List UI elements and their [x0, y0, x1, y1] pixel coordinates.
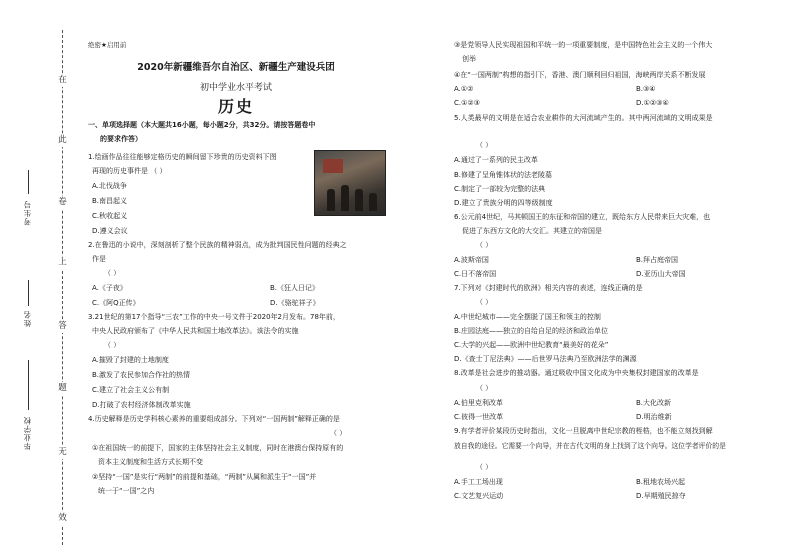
- field-line: [28, 170, 29, 194]
- option: C.《阿Q正传》: [92, 299, 140, 307]
- answer-bracket: （ ）: [104, 269, 121, 277]
- question-text: 3.21世纪的第17个指导“三农”工作的中央一号文件于2020年2月发布。78年前，: [88, 313, 340, 321]
- option: C.建立了社会主义公有制: [92, 386, 170, 394]
- question-1-painting: [314, 150, 386, 216]
- option: D.打破了农村经济体制改革实施: [92, 401, 191, 409]
- option: C.秋收起义: [92, 212, 128, 220]
- statement: 创举: [462, 55, 476, 63]
- answer-bracket: （ ）: [104, 341, 121, 349]
- option: C.彼得一世改革: [454, 413, 504, 421]
- option: B.南昌起义: [92, 197, 128, 205]
- option: D.《骆驼祥子》: [270, 299, 320, 307]
- question-text: 7.下列对《封建时代的欧洲》相关内容的表述，连线正确的是: [454, 284, 643, 292]
- option: A.波斯帝国: [454, 256, 489, 264]
- statement: 资本主义制度和生活方式长期不变: [98, 458, 203, 466]
- field-line: [28, 280, 29, 306]
- option: B.租地农场兴起: [636, 478, 686, 486]
- question-text: 促进了东西方文化的大交汇。其建立的帝国是: [462, 227, 602, 235]
- option: A.中世纪城市——完全摆脱了国王和领主的控制: [454, 313, 601, 321]
- option: B.《狂人日记》: [270, 284, 320, 292]
- question-text: 9.有学者评价某段历史时指出，文化一旦脱离中世纪宗教的桎梏，也不能立刻找到解: [454, 427, 713, 435]
- option: B.庄园法庭——独立的自给自足的经济和政治单位: [454, 327, 609, 335]
- answer-bracket: （ ）: [476, 241, 493, 249]
- question-text: 5.人类最早的文明是在适合农业耕作的大河流域产生的。其中两河流域的文明成果是: [454, 114, 713, 122]
- option: A.北伐战争: [92, 182, 127, 190]
- field-name: 姓名: [23, 310, 32, 327]
- question-text: 1.绘画作品往往能够定格历史的瞬间留下珍贵的历史资料下图: [88, 153, 277, 161]
- question-text: 再现的历史事件是 （ ）: [92, 167, 167, 175]
- answer-bracket: （ ）: [476, 384, 493, 392]
- statement: ①在祖国统一的前提下，国家的主体坚持社会主义制度，同时在港澳台保持原有的: [92, 444, 344, 452]
- option: A.摧毁了封建的土地制度: [92, 356, 169, 364]
- seal-char: 无: [56, 446, 69, 459]
- option: A.通过了一系列的民主改革: [454, 156, 538, 164]
- question-text: 放自我的途径。它需要一个向导，并在古代文明的身上找到了这个向导。这位学者评价的是: [454, 442, 726, 450]
- option: D.遵义会议: [92, 227, 128, 235]
- option: C.文艺复兴运动: [454, 492, 504, 500]
- seal-char: 此: [56, 134, 69, 147]
- statement: ③是党领导人民实现祖国和平统一的一项重要制度，是中国特色社会主义的一个伟大: [454, 41, 713, 49]
- question-text: 8.改革是社会进步的推动器。通过吸收中国文化成为中央集权封建国家的改革是: [454, 369, 699, 377]
- question-text: 6.公元前4世纪，马其顿国王的东征和帝国的建立，既给东方人民带来巨大灾难，也: [454, 213, 711, 221]
- answer-bracket: （ ）: [476, 298, 493, 306]
- option: D.建立了贵族分明的四等级制度: [454, 199, 553, 207]
- field-exam-number: 考生号: [23, 200, 32, 226]
- option: A.①②: [454, 85, 474, 93]
- option: D.亚历山大帝国: [636, 270, 686, 278]
- option: C.制定了一部较为完整的法典: [454, 185, 546, 193]
- seal-char: 上: [56, 256, 69, 269]
- option: A.手工工场出现: [454, 478, 503, 486]
- option: C.大学的兴起——欧洲中世纪教育“最美好的花朵”: [454, 341, 609, 349]
- option: A.伯里克利改革: [454, 399, 503, 407]
- option: D.①②③④: [636, 99, 669, 107]
- exam-region-title: 2020年新疆维吾尔自治区、新疆生产建设兵团: [137, 62, 335, 73]
- option: C.日不落帝国: [454, 270, 497, 278]
- field-school: 毕业学校: [23, 416, 32, 450]
- question-text: 作是: [92, 255, 106, 263]
- option: D.《查士丁尼法典》——后世罗马法典乃至欧洲法学的渊源: [454, 355, 637, 363]
- option: D.明治维新: [636, 413, 672, 421]
- seal-char: 在: [56, 74, 69, 87]
- answer-bracket: （ ）: [330, 429, 347, 437]
- statement: ②坚持“一国”是实行“两制”的前提和基础，“两制”从属和派生于“一国”并: [92, 473, 317, 481]
- seal-char: 卷: [56, 196, 69, 209]
- option: C.①②③: [454, 99, 480, 107]
- question-text: 2.在鲁迅的小说中，深刻剖析了整个民族的精神弱点，成为批判国民性问题的经典之: [88, 241, 347, 249]
- statement: ④在“一国两制”构想的指引下，香港、澳门顺利回归祖国，海峡两岸关系不断发展: [454, 71, 706, 79]
- statement: 统一于“一国”之内: [98, 487, 155, 495]
- seal-char: 效: [56, 512, 69, 525]
- field-line: [28, 360, 29, 410]
- option: B.大化改新: [636, 399, 672, 407]
- seal-char: 答: [56, 320, 69, 333]
- answer-bracket: （ ）: [476, 141, 493, 149]
- subject-title: 历史: [217, 97, 254, 116]
- option: B.③④: [636, 85, 656, 93]
- binding-strip: [0, 0, 84, 560]
- exam-level-title: 初中学业水平考试: [199, 83, 272, 93]
- answer-bracket: （ ）: [476, 463, 493, 471]
- question-text: 4.历史解释是历史学科核心素养的重要组成部分。下列对“一国两制”解释正确的是: [88, 415, 340, 423]
- secret-label: 绝密★启用前: [88, 41, 127, 49]
- section-heading-cont: 的要求作答）: [100, 135, 142, 143]
- option: D.早期殖民掠夺: [636, 492, 686, 500]
- question-text: 中央人民政府颁布了《中华人民共和国土地改革法》。该法令的实施: [92, 327, 299, 335]
- option: A.《子夜》: [92, 284, 127, 292]
- option: B.激发了农民参加合作社的热情: [92, 371, 191, 379]
- section-heading: 一、单项选择题（本大题共16小题，每小题2分，共32分。请按答题卷中: [88, 121, 316, 129]
- seal-dashed-line: [62, 30, 63, 545]
- option: B.拜占庭帝国: [636, 256, 679, 264]
- seal-char: 题: [56, 382, 69, 395]
- option: B.修建了呈角锥体状的法老陵墓: [454, 171, 553, 179]
